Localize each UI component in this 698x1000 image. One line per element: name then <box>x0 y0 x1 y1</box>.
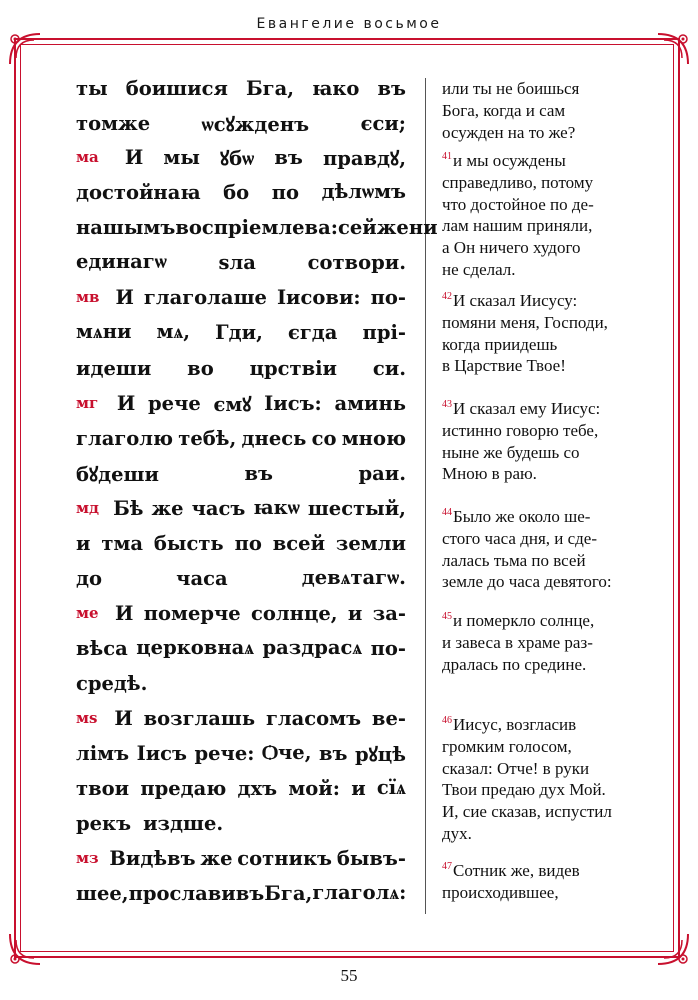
translation-text: и завеса в храме раз- <box>442 632 593 652</box>
slavonic-line <box>76 209 438 245</box>
translation-line <box>442 122 672 144</box>
translation-text: земле до часа девятого: <box>442 572 612 592</box>
slavonic-line <box>76 770 406 806</box>
slavonic-line <box>76 174 406 210</box>
slavonic-word: возглашь <box>143 706 256 730</box>
translation-text: и мы осуждены <box>453 151 566 170</box>
slavonic-word: солнце, <box>251 601 338 625</box>
slavonic-word: глаголѧ: <box>312 881 407 904</box>
translation-line <box>442 100 672 122</box>
translation-line <box>442 312 672 334</box>
translation-text: громким голосом, <box>442 736 572 756</box>
slavonic-word: ꙋбѡ <box>220 146 255 170</box>
translation-verse <box>442 78 672 143</box>
slavonic-word: томже <box>76 111 151 135</box>
translation-text: лалась тьма по всей <box>442 550 586 570</box>
corner-ornament-icon <box>6 930 44 968</box>
translation-text: И, сие сказав, испустил <box>442 802 612 822</box>
verse-number: ме <box>76 604 99 622</box>
translation-text: в Царствие Твое! <box>442 356 566 376</box>
slavonic-line <box>76 105 406 141</box>
translation-text: И сказал Иисусу: <box>453 291 578 310</box>
slavonic-word: сотникъ <box>237 846 333 870</box>
verse-number: мг <box>76 394 99 412</box>
slavonic-word: бꙋдеши <box>76 462 159 486</box>
slavonic-word: аминь <box>334 391 406 415</box>
verse-number: мѕ <box>76 709 98 727</box>
slavonic-word: црствіи <box>249 356 337 380</box>
slavonic-word: си. <box>372 356 406 380</box>
slavonic-word: глаголю <box>76 426 174 450</box>
slavonic-line <box>76 350 406 386</box>
slavonic-word: мы <box>163 145 200 169</box>
translation-text: что достойное по де- <box>442 194 594 214</box>
translation-text: ныне же будешь со <box>442 442 580 462</box>
verse-number: 41 <box>442 151 452 163</box>
translation-text: справедливо, потому <box>442 172 594 192</box>
translation-line <box>442 259 672 281</box>
slavonic-line <box>76 490 406 526</box>
slavonic-word: всей <box>272 531 326 555</box>
slavonic-word: рекъ <box>76 811 132 835</box>
slavonic-word: мой: <box>288 776 340 800</box>
slavonic-word: рече <box>148 391 201 415</box>
slavonic-line <box>76 70 406 106</box>
slavonic-word: правдꙋ, <box>322 146 406 170</box>
slavonic-line <box>76 560 406 596</box>
translation-line <box>442 442 672 464</box>
slavonic-word: въ <box>274 145 303 169</box>
slavonic-line <box>76 139 406 175</box>
slavonic-word: вѣса <box>76 636 128 660</box>
slavonic-word: тма <box>101 531 144 555</box>
slavonic-line <box>76 735 406 771</box>
slavonic-word: средѣ. <box>76 671 148 695</box>
slavonic-word: ты <box>76 76 108 100</box>
translation-verse <box>442 860 672 904</box>
translation-line <box>442 550 672 572</box>
verse-number: 43 <box>442 399 452 411</box>
slavonic-word: лімъ <box>76 741 130 765</box>
slavonic-word: твои <box>76 776 130 800</box>
slavonic-word: дхъ <box>237 776 278 800</box>
verse-number: 42 <box>442 291 452 303</box>
translation-line <box>442 420 672 442</box>
translation-line <box>442 801 672 823</box>
slavonic-line <box>76 385 406 421</box>
slavonic-word: днесь <box>241 426 307 450</box>
slavonic-word: Гди, <box>215 320 263 344</box>
slavonic-word: же <box>200 846 233 870</box>
slavonic-word: ѡсꙋжденъ <box>201 112 310 136</box>
translation-verse <box>442 398 672 485</box>
slavonic-word: ни <box>408 215 438 239</box>
translation-text: не сделал. <box>442 259 516 279</box>
slavonic-word: по- <box>370 285 406 309</box>
slavonic-line <box>76 665 406 701</box>
slavonic-word: земли <box>335 531 406 555</box>
translation-text: И сказал ему Иисус: <box>453 399 601 418</box>
translation-text: Твои предаю дух Мой. <box>442 780 606 800</box>
translation-line <box>442 172 672 194</box>
translation-line <box>442 632 672 654</box>
verse-number: мз <box>76 849 99 867</box>
slavonic-word: въ <box>377 76 406 100</box>
verse-number: мв <box>76 288 100 306</box>
slavonic-word: по <box>234 531 262 555</box>
slavonic-line <box>76 455 406 491</box>
verse-number: ма <box>76 148 99 166</box>
translation-text: Иисус, возгласив <box>453 715 577 734</box>
slavonic-word: прославивъ <box>128 881 265 905</box>
translation-text: дух. <box>442 823 472 843</box>
translation-text: дралась по средине. <box>442 654 587 674</box>
slavonic-word: тебѣ, <box>178 426 237 450</box>
translation-text: или ты не боишься <box>442 79 580 98</box>
slavonic-line <box>76 700 406 736</box>
translation-verse <box>442 290 672 377</box>
translation-text: Сотник же, видев <box>453 861 580 880</box>
slavonic-word: Бѣ <box>113 496 144 520</box>
slavonic-line <box>76 244 406 280</box>
translation-line <box>442 779 672 801</box>
slavonic-word: рꙋцѣ <box>355 742 406 766</box>
slavonic-word: гласомъ <box>265 706 362 730</box>
slavonic-word: по <box>271 180 300 204</box>
translation-text: стого часа дня, и сде- <box>442 528 598 548</box>
corner-ornament-icon <box>654 930 692 968</box>
slavonic-word: И <box>116 391 136 415</box>
slavonic-word: шестый, <box>307 496 406 520</box>
verse-number: 45 <box>442 611 452 623</box>
slavonic-word: Іисъ <box>136 741 187 765</box>
translation-verse <box>442 150 672 281</box>
translation-line <box>442 290 672 312</box>
translation-text: лам нашим приняли, <box>442 216 593 236</box>
slavonic-word: нашымъ <box>76 215 176 239</box>
translation-text: и померкло солнце, <box>453 611 595 630</box>
translation-line <box>442 398 672 420</box>
translation-line <box>442 882 672 904</box>
slavonic-word: єгда <box>287 320 338 344</box>
slavonic-word: и <box>351 776 366 800</box>
slavonic-word: померче <box>143 601 241 625</box>
slavonic-word: Іисъ: <box>264 391 322 415</box>
slavonic-word: сїѧ <box>376 776 406 799</box>
slavonic-line <box>76 840 406 876</box>
slavonic-word: воспріемлева: <box>175 215 338 239</box>
slavonic-word: въ <box>244 461 273 485</box>
slavonic-word: дѣлѡмъ <box>321 180 406 203</box>
translation-line <box>442 237 672 259</box>
slavonic-line <box>76 630 406 666</box>
slavonic-word: ѕла <box>218 250 256 274</box>
slavonic-word: мною <box>341 426 406 450</box>
slavonic-word: боишися <box>125 76 228 100</box>
slavonic-word: предаю <box>140 776 227 800</box>
translation-text: осужден на то же? <box>442 122 576 142</box>
page-header-title: Евангелие восьмое <box>256 16 442 32</box>
slavonic-word: сей <box>337 215 377 239</box>
slavonic-word: Ѻче, <box>261 741 312 764</box>
slavonic-word: мѧни <box>76 320 132 343</box>
slavonic-word: во <box>187 356 214 380</box>
slavonic-word: по- <box>370 636 406 660</box>
slavonic-word: И <box>115 285 134 309</box>
slavonic-word: ємꙋ <box>213 392 252 416</box>
slavonic-word: И <box>114 706 133 730</box>
slavonic-word: же <box>376 215 409 239</box>
slavonic-word: издше. <box>143 811 224 835</box>
verse-number: 44 <box>442 507 452 519</box>
translation-text: происходившее, <box>442 882 559 902</box>
slavonic-line <box>76 279 406 315</box>
slavonic-word: за- <box>372 601 406 625</box>
slavonic-word: идеши <box>76 356 152 380</box>
slavonic-word: же <box>151 496 184 520</box>
slavonic-word: часа <box>176 566 228 590</box>
slavonic-line <box>76 875 406 911</box>
translation-line <box>442 610 672 632</box>
translation-text: Мною в раю. <box>442 464 537 484</box>
slavonic-line <box>76 805 406 841</box>
slavonic-word: раздрасѧ <box>262 636 363 659</box>
slavonic-word: достойнаꙗ <box>76 180 201 204</box>
corner-ornament-icon <box>6 30 44 68</box>
translation-line <box>442 736 672 758</box>
translation-text: помяни меня, Господи, <box>442 312 608 332</box>
slavonic-word: ꙗкѡ <box>253 496 300 519</box>
translation-text: Бога, когда и сам <box>442 100 566 120</box>
verse-number: мд <box>76 499 100 517</box>
translation-line <box>442 758 672 780</box>
verse-number: 47 <box>442 861 452 873</box>
translation-line <box>442 571 672 593</box>
slavonic-word: девѧтагѡ. <box>301 566 406 589</box>
slavonic-word: Бга, <box>264 881 313 905</box>
slavonic-word: сотвори. <box>307 250 406 274</box>
translation-line <box>442 463 672 485</box>
translation-line <box>442 150 672 172</box>
slavonic-word: до <box>76 566 103 590</box>
page-number: 55 <box>340 966 358 985</box>
slavonic-word: рече: <box>194 741 255 765</box>
slavonic-word: ве- <box>371 706 406 730</box>
translation-text: когда приидешь <box>442 334 558 354</box>
translation-line <box>442 215 672 237</box>
slavonic-line <box>76 595 406 631</box>
slavonic-line <box>76 314 406 350</box>
slavonic-word: раи. <box>358 461 406 485</box>
slavonic-word: глаголаше <box>143 285 267 309</box>
slavonic-word: прі- <box>362 320 406 344</box>
slavonic-word: бысть <box>153 531 224 555</box>
slavonic-word: Бга, <box>245 76 294 100</box>
corner-ornament-icon <box>654 30 692 68</box>
slavonic-word: церковнаѧ <box>136 636 255 659</box>
slavonic-word: бо <box>223 180 250 204</box>
translation-verse <box>442 506 672 593</box>
translation-text: Было же около ше- <box>453 507 591 526</box>
slavonic-word: ꙗко <box>312 76 360 100</box>
slavonic-word: и <box>76 531 91 555</box>
translation-line <box>442 860 672 882</box>
translation-text: истинно говорю тебе, <box>442 420 599 440</box>
slavonic-word: и <box>347 601 363 625</box>
slavonic-word: часъ <box>191 496 246 520</box>
verse-number: 46 <box>442 715 452 727</box>
translation-verse <box>442 714 672 845</box>
slavonic-word: единагѡ <box>76 250 167 273</box>
translation-line <box>442 194 672 216</box>
slavonic-word: Іисови: <box>276 285 361 309</box>
slavonic-word: И <box>114 601 134 625</box>
slavonic-word: єси; <box>360 111 406 135</box>
slavonic-word: со <box>311 426 337 450</box>
slavonic-word: шее, <box>76 881 129 905</box>
translation-text: а Он ничего худого <box>442 238 581 258</box>
slavonic-word: мѧ, <box>156 320 191 343</box>
slavonic-word: бывъ- <box>336 846 406 870</box>
translation-line <box>442 823 672 845</box>
slavonic-line <box>76 525 406 561</box>
slavonic-line <box>76 420 406 456</box>
slavonic-word: И <box>124 145 144 169</box>
translation-text: сказал: Отче! в руки <box>442 758 590 778</box>
translation-line <box>442 714 672 736</box>
translation-line <box>442 654 672 676</box>
translation-line <box>442 528 672 550</box>
translation-line <box>442 78 672 100</box>
translation-line <box>442 355 672 377</box>
slavonic-word: Видѣвъ <box>109 846 196 870</box>
column-divider <box>425 78 426 914</box>
translation-verse <box>442 610 672 675</box>
slavonic-word: въ <box>319 741 348 765</box>
translation-line <box>442 334 672 356</box>
translation-line <box>442 506 672 528</box>
